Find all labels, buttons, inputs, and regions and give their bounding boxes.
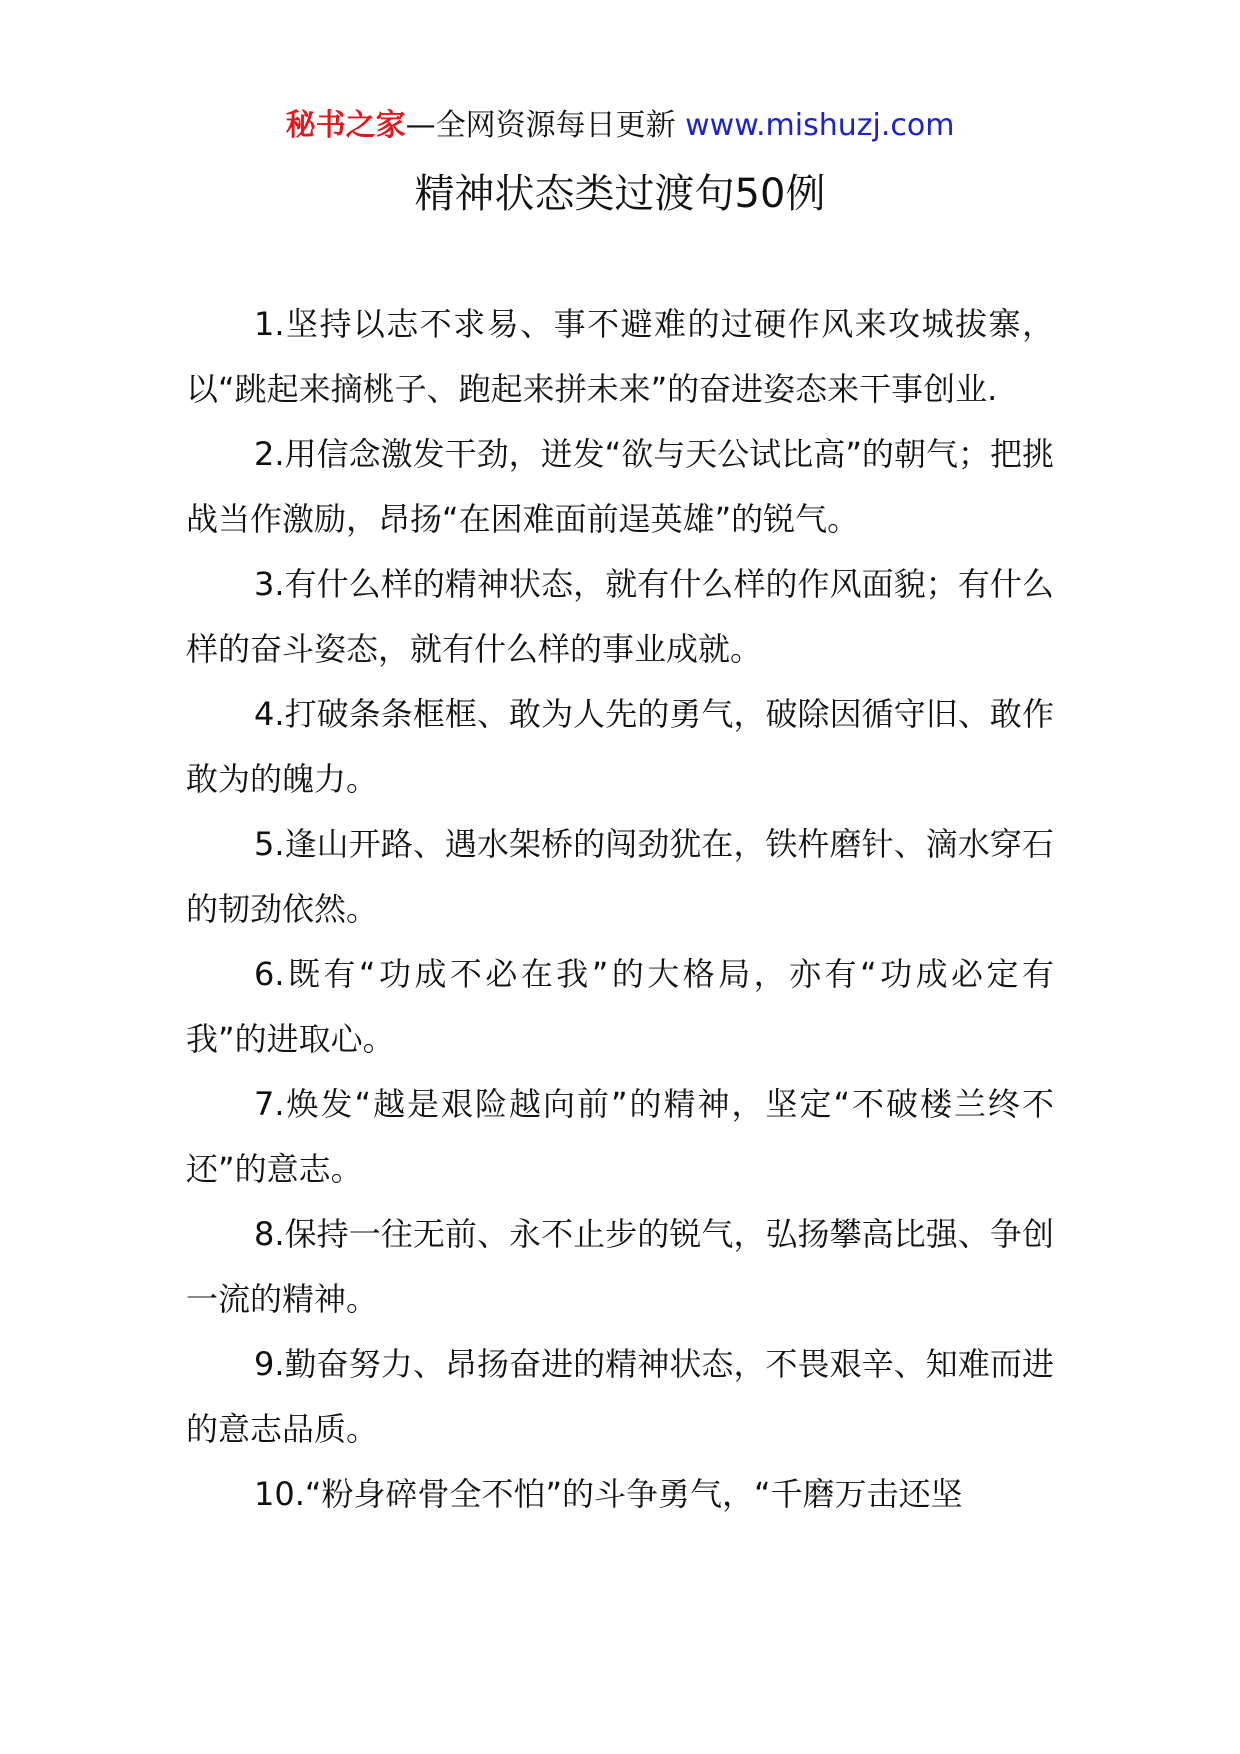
document-title: 精神状态类过渡句50例 [414,171,826,217]
paragraph-item-3: 3.有什么样的精神状态，就有什么样的作风面貌；有什么样的奋斗姿态，就有什么样的事业成就。 [186,565,1054,668]
paragraph-item-2: 2.用信念激发干劲，迸发“欲与天公试比高”的朝气；把挑战当作激励，昂扬“在困难面前逞英雄”的锐气。 [186,435,1054,538]
paragraph-item-5: 5.逢山开路、遇水架桥的闯劲犹在，铁杵磨针、滴水穿石的韧劲依然。 [186,825,1054,928]
site-header [0,104,1240,148]
paragraph-item-6: 6.既有“功成不必在我”的大格局，亦有“功成必定有我”的进取心。 [186,955,1054,1058]
paragraph-item-8: 8.保持一往无前、永不止步的锐气，弘扬攀高比强、争创一流的精神。 [186,1215,1054,1318]
paragraph-item-10: 10.“粉身碎骨全不怕”的斗争勇气，“千磨万击还坚 [254,1475,963,1513]
paragraph-item-9: 9.勤奋努力、昂扬奋进的精神状态，不畏艰辛、知难而进的意志品质。 [186,1345,1054,1448]
brand-name: 秘书之家 [285,108,406,143]
header-tagline: —全网资源每日更新 [405,108,686,143]
paragraph-item-1: 1.坚持以志不求易、事不避难的过硬作风来攻城拔寨，以“跳起来摘桃子、跑起来拼未来”的奋进姿态来干事创业. [186,305,1054,408]
site-url-link[interactable]: www.mishuzj.com [685,108,955,143]
paragraph-item-7: 7.焕发“越是艰险越向前”的精神，坚定“不破楼兰终不还”的意志。 [186,1085,1054,1188]
paragraph-item-4: 4.打破条条框框、敢为人先的勇气，破除因循守旧、敢作敢为的魄力。 [186,695,1054,798]
document-body [186,292,1054,1527]
